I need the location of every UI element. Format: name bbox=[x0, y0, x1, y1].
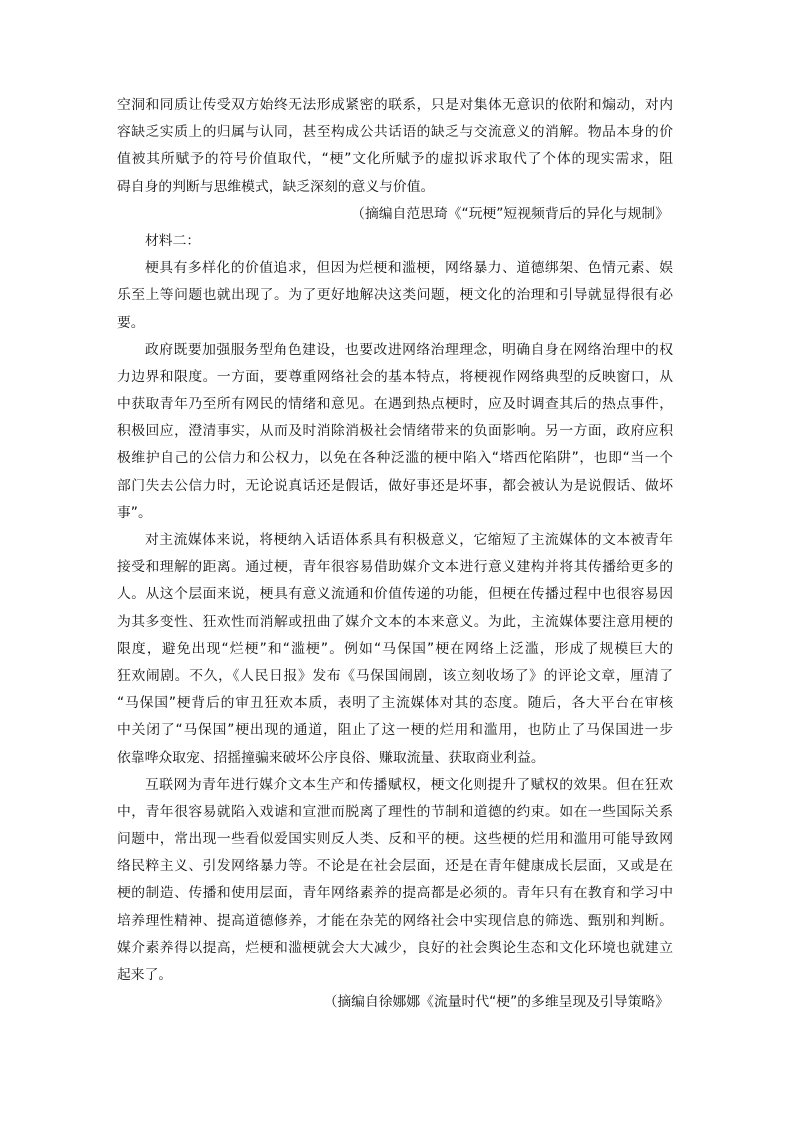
source-citation-1: （摘编自范思琦《“玩梗”短视频背后的异化与规制》 bbox=[351, 205, 669, 222]
text-line: 狂欢闹剧。不久，《人民日报》发布《马保国闹剧，该立刻收场了》的评论文章，厘清了 bbox=[117, 667, 673, 684]
text-line: 梗的制造、传播和使用层面，青年网络素养的提高都是必须的。青年只有在教育和学习中 bbox=[117, 885, 673, 902]
text-line: 中，青年很容易就陷入戏谑和宣泄而脱离了理性的节制和道德的约束。如在一些国际关系 bbox=[117, 803, 673, 820]
text-line: 接受和理解的距离。通过梗，青年很容易借助媒介文本进行意义建构并将其传播给更多的 bbox=[117, 559, 673, 576]
text-line: 络民粹主义、引发网络暴力等。不论是在社会层面，还是在青年健康成长层面，又或是在 bbox=[117, 858, 673, 875]
document-page bbox=[117, 92, 673, 1016]
text-line: 起来了。 bbox=[117, 967, 173, 983]
source-citation-2: （摘编自徐娜娜《流量时代“梗”的多维呈现及引导策略》 bbox=[323, 994, 669, 1011]
text-line: 为其多变性、狂欢性而消解或扭曲了媒介文本的本来意义。为此，主流媒体要注意用梗的 bbox=[117, 613, 673, 630]
text-line: 碍自身的判断与思维模式，缺乏深刻的意义与价值。 bbox=[117, 178, 435, 195]
text-line: 部门失去公信力时，无论说真话还是假话，做好事还是坏事，都会被认为是说假话、做坏 bbox=[117, 477, 673, 494]
text-line: 政府既要加强服务型角色建设，也要改进网络治理理念，明确自身在网络治理中的权 bbox=[145, 341, 673, 358]
text-line: 事”。 bbox=[117, 504, 152, 521]
text-line: 力边界和限度。一方面，要尊重网络社会的基本特点，将梗视作网络典型的反映窗口，从 bbox=[117, 368, 673, 385]
text-line: 中获取青年乃至所有网民的情绪和意见。在遇到热点梗时，应及时调查其后的热点事件， bbox=[117, 396, 673, 413]
paragraph-4 bbox=[117, 527, 673, 772]
text-line: 对主流媒体来说，将梗纳入话语体系具有积极意义，它缩短了主流媒体的文本被青年 bbox=[145, 532, 673, 548]
text-line: 乐至上等问题也就出现了。为了更好地解决这类问题，梗文化的治理和引导就显得很有必 bbox=[117, 287, 673, 304]
text-line: 问题中，常出现一些看似爱国实则反人类、反和平的梗。这些梗的烂用和滥用可能导致网 bbox=[117, 831, 673, 848]
paragraph-1 bbox=[117, 92, 673, 201]
text-line: 媒介素养得以提高，烂梗和滥梗就会大大减少，良好的社会舆论生态和文化环境也就建立 bbox=[117, 939, 673, 956]
text-line: 中关闭了“马保国”梗出现的通道，阻止了这一梗的烂用和滥用，也防止了马保国进一步 bbox=[117, 722, 673, 739]
text-line: 人。从这个层面来说，梗具有意义流通和价值传递的功能，但梗在传播过程中也很容易因 bbox=[117, 586, 673, 603]
text-line: 容缺乏实质上的归属与认同，甚至构成公共话语的缺乏与交流意义的消解。物品本身的价 bbox=[117, 124, 673, 141]
text-line: 极维护自己的公信力和公权力，以免在各种泛滥的梗中陷入“塔西佗陷阱”，也即“当一个 bbox=[117, 450, 673, 467]
text-line: 值被其所赋予的符号价值取代，“梗”文化所赋予的虚拟诉求取代了个体的现实需求，阻 bbox=[117, 151, 673, 168]
paragraph-5 bbox=[117, 772, 673, 990]
text-line: 培养理性精神、提高道德修养，才能在杂芜的网络社会中实现信息的筛选、甄别和判断。 bbox=[117, 912, 673, 929]
text-line: 梗具有多样化的价值追求，但因为烂梗和滥梗，网络暴力、道德绑架、色情元素、娱 bbox=[145, 260, 673, 277]
text-line: 互联网为青年进行媒介文本生产和传播赋权，梗文化则提升了赋权的效果。但在狂欢 bbox=[145, 776, 673, 793]
text-line: 限度，避免出现“烂梗”和“滥梗”。例如“马保国”梗在网络上泛滥，形成了规模巨大的 bbox=[117, 640, 673, 657]
text-line: 依靠哗众取宠、招摇撞骗来破坏公序良俗、赚取流量、获取商业利益。 bbox=[117, 749, 545, 766]
material-2-heading: 材料二： bbox=[145, 232, 201, 249]
paragraph-3 bbox=[117, 337, 673, 527]
paragraph-2 bbox=[117, 255, 673, 337]
text-line: 空洞和同质让传受双方始终无法形成紧密的联系，只是对集体无意识的依附和煽动，对内 bbox=[117, 97, 673, 113]
text-line: 积极回应，澄清事实，从而及时消除消极社会情绪带来的负面影响。另一方面，政府应积 bbox=[117, 423, 673, 440]
text-line: “马保国”梗背后的审丑狂欢本质，表明了主流媒体对其的态度。随后，各大平台在审核 bbox=[117, 695, 673, 712]
text-line: 要。 bbox=[117, 314, 145, 331]
